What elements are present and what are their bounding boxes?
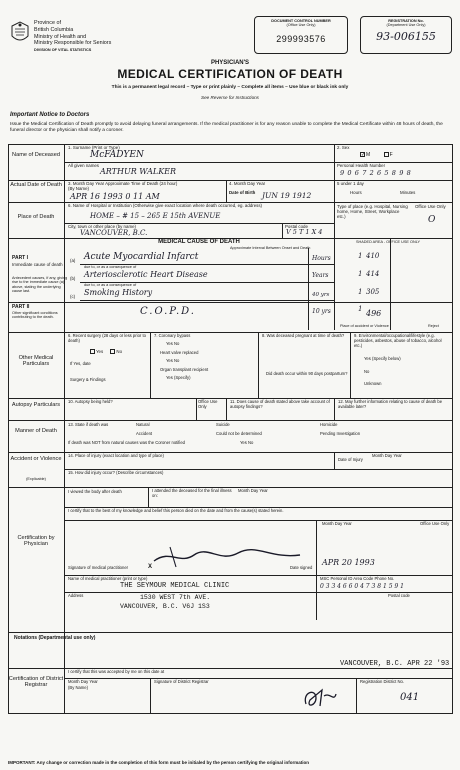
code-5: 1 [358,288,363,296]
form-grid [8,144,453,714]
bc-crest-logo [10,20,30,46]
surname-field[interactable]: McFADYEN [90,150,144,160]
province-label: Province of [34,20,61,26]
page-title: MEDICAL CERTIFICATION OF DEATH [117,67,343,81]
section-date-of-death: Actual Date of Death [10,182,62,188]
section-other-medical: Other Medical Particulars [18,355,54,368]
code-3: 1 [358,270,363,278]
date-signed-field[interactable]: APR 20 1993 [322,558,375,567]
notice-body: Issue the Medical Certification of Death promptly to avoid delaying funeral arrangements. If the medical practitioner is for any reason unable to complete the Medical Certificate within 48 hours of death, the funeral director or the physician shall notify a coroner. [10,122,443,133]
code-1: 1 [358,252,363,260]
section-manner: Manner of Death [15,428,57,434]
given-names-field[interactable]: ARTHUR WALKER [100,167,177,176]
manner-natural[interactable]: Natural [136,422,150,427]
cause-a-interval[interactable]: Hours [312,255,331,262]
physicians-label: PHYSICIAN'S [210,60,250,66]
received-stamp: VANCOUVER, B.C. APR 22 '93 [340,660,450,668]
place-field[interactable]: HOME – # 15 – 265 E 15th AVENUE [90,212,221,220]
part2-interval[interactable]: 10 yrs [312,308,331,315]
address-line2: VANCOUVER, B.C. V6J 1S3 [120,603,210,610]
manner-suicide[interactable]: Suicide [216,422,230,427]
city-field[interactable]: VANCOUVER, B.C. [80,229,148,237]
cause-c-interval[interactable]: 40 yrs [312,292,330,298]
registration-number: 93-006155 [376,29,436,43]
registration-box: REGISTRATION No. (Department Use Only) 93-006155 [360,16,452,54]
subtitle: This is a permanent legal record – Type or print plainly – Complete all items – Use blue or black ink only [111,85,349,90]
cause-heading: MEDICAL CAUSE OF DEATH [158,239,240,245]
part2-code: 496 [366,309,382,318]
msc-field[interactable]: 0 3 3 4 6 6 0 4 7 3 8 1 5 9 1 [320,583,404,590]
cause-a-field[interactable]: Acute Myocardial Infarct [84,252,199,262]
q6-yes-checkbox[interactable] [90,349,95,354]
footer-note: IMPORTANT: Any change or correction made in the completion of this form must be initialed by the person certifying the original information [8,760,310,765]
doc-control-box: DOCUMENT CONTROL NUMBER (Office Use Only) 299993576 [254,16,348,54]
cause-c-field[interactable]: Smoking History [84,288,153,297]
address-line1: 1530 WEST 7th AVE. [140,594,211,601]
date-of-birth-field[interactable]: JUN 19 1912 [262,191,312,200]
district-number: 041 [400,692,420,703]
q6-no-checkbox[interactable] [110,349,115,354]
physician-signature[interactable] [150,545,310,569]
cause-b-field[interactable]: Arteriosclerotic Heart Disease [84,270,208,279]
code-7: 1 [358,305,363,313]
place-type-field[interactable]: O [428,215,436,225]
notations-label: Notations (Departmental use only) [14,635,96,641]
section-registrar: Certification of District Registrar [8,676,64,689]
ministry-line1: Ministry of Health and [34,33,87,40]
division-label: DIVISION OF VITAL STATISTICS [34,48,92,52]
province-name: British Columbia [34,26,74,33]
section-name-deceased: Name of Deceased [12,152,60,158]
manner-undetermined[interactable]: Could not be determined [216,431,262,436]
date-of-death-field[interactable]: APR 16 1993 0 11 AM [70,192,160,201]
section-place-of-death: Place of Death [17,214,55,220]
death-certificate-form: Province of British Columbia Ministry of Health and Ministry Responsible for Seniors DIVISION OF VITAL STATISTICS DOCUMENT CONTROL NUMBER (Office Use Only) 299993576 REGISTRATION No. (Department Use Only) 93-006155 PHYSICIAN'S MEDICAL CERTIFICATION OF DEATH This is a permanent legal record – Type or print plainly – Complete all items – Use blue or black ink only See Reverse for Instructions Important Notice to Doctors Issue the Medical Certification of Death promptly to avoid delaying funeral arrangements. If the medical practitioner is for any reason unable to complete the Medical Certificate within 48 hours of death, the funeral director or the physician shall notify a coroner. Name of Deceased 1. Surname (Print or Type) McFADYEN All given names ARTHUR WALKER 2. Sex ✓M F Personal Health Number 9 0 6 7 2 6 5 8 9 8 Actual Date of Death 3. Month Day Year Approximate Time of Death (24 hour) (By Name) APR 16 1993 0 11 AM 4. Month Day Year Date of Birth JUN 19 1912 5 under 1 day Hours Minutes Place of Death 6. Name of Hospital or Institution (Otherwise give exact location where death occurred, eg. address) HOME – # 15 – 265 E 15th AVENUE City, town or other place (by name) VANCOUVER, B.C. Postal code V 5 T 1 X 4 Type of place (e.g. Hospital, Nursing home, Home, Street, Workplace etc.) O Office Use Only MEDICAL CAUSE OF DEATH SHADED AREA - OFFICE USE ONLY Approximate Interval Between Onset and Death PART I Immediate cause of death Antecedent causes, if any, giving rise to the immediate cause (a) above, stating the underlying cause last. (a) Acute Myocardial Infarct Hours due to, or as a consequence of (b) Arteriosclerotic Heart Disease Years due to, or as a consequence of (c) Smoking History 40 yrs 1 410 1 414 1 305 1 PART II Other significant conditions contributing to the death. C.O.P.D. 10 yrs 496 Place of accident or Violence Reject Other Medical Particulars 6. Recent surgery (28 days or less prior to death) Yes No If Yes, date Surgery & Findings 7. Coronary bypass Yes No Heart valve replaced Yes No Organ transplant recipient Yes (Specify) 8. Was deceased pregnant at time of death? Did death occur within 90 days postpartum? 9. Environmental/occupational/lifestyle (e.g. pesticides, asbestos, abuse of tobacco, alcohol etc.) Yes (Specify below) No Unknown Autopsy Particulars 10. Autopsy being held? Office Use Only 11. Does cause of death stated above take account of autopsy findings? 12. May further information relating to cause of death be available later? Manner of Death 13. State if death was Natural Accident Suicide Could not be determined Homicide Pending Investigation If death was NOT from natural causes was the Coroner notified Yes No Accident or Violence (Explicable) 14. Place of injury (exact location and type of place) Date of Injury Month Day Year 15. How did injury occur? (Describe circumstances) Certification by Physician I viewed the body after death I attended the deceased for the final illness on: Month Day Year I certify that to the best of my knowledge and belief this person died on the date and from the cause(s) stated herein. Signature of medical practitioner X Date signed Month Day Year Office Use Only APR 20 1993 Name of medical practitioner (print or type) THE SEYMOUR MEDICAL CLINIC MSC Personal ID Area Code Phone No. 0 3 3 4 6 6 0 4 7 3 8 1 5 9 1 Address 1530 WEST 7th AVE. VANCOUVER, B.C. V6J 1S3 Postal code Notations (Departmental use only) VANCOUVER, B.C. APR 22 '93 Certification of District Registrar I certify that this was accepted by me on this date at Month Day Year (By Name) Signature of District Registrar Registration District No. 041 IMPORTANT: Any change or correction made in the completion of this form must be initialed by the person certifying the original information [0,0,460,770]
part2-field[interactable]: C.O.P.D. [140,306,196,317]
manner-accident[interactable]: Accident [136,431,153,436]
notice-heading: Important Notice to Doctors [10,112,90,118]
sex-m-checkbox[interactable]: ✓ [361,152,366,158]
code-2: 410 [366,252,380,260]
section-certification: Certification by Physician [17,535,55,548]
code-4: 414 [366,270,380,278]
code-6: 305 [366,288,380,296]
practitioner-name-stamp: THE SEYMOUR MEDICAL CLINIC [120,582,230,590]
section-autopsy: Autopsy Particulars [11,402,61,408]
ministry-line2: Ministry Responsible for Seniors [34,40,112,47]
manner-homicide[interactable]: Homicide [320,422,338,427]
section-accident: Accident or Violence [10,456,62,462]
manner-pending[interactable]: Pending Investigation [320,431,361,436]
cause-b-interval[interactable]: Years [312,272,329,279]
phn-field[interactable]: 9 0 6 7 2 6 5 8 9 8 [340,169,412,177]
see-reverse: See Reverse for Instructions [201,95,259,100]
doc-control-number: 299993576 [276,33,326,44]
registrar-signature[interactable] [300,686,340,710]
postal-field[interactable]: V 5 T 1 X 4 [286,228,323,236]
sex-f-checkbox[interactable] [384,152,389,157]
